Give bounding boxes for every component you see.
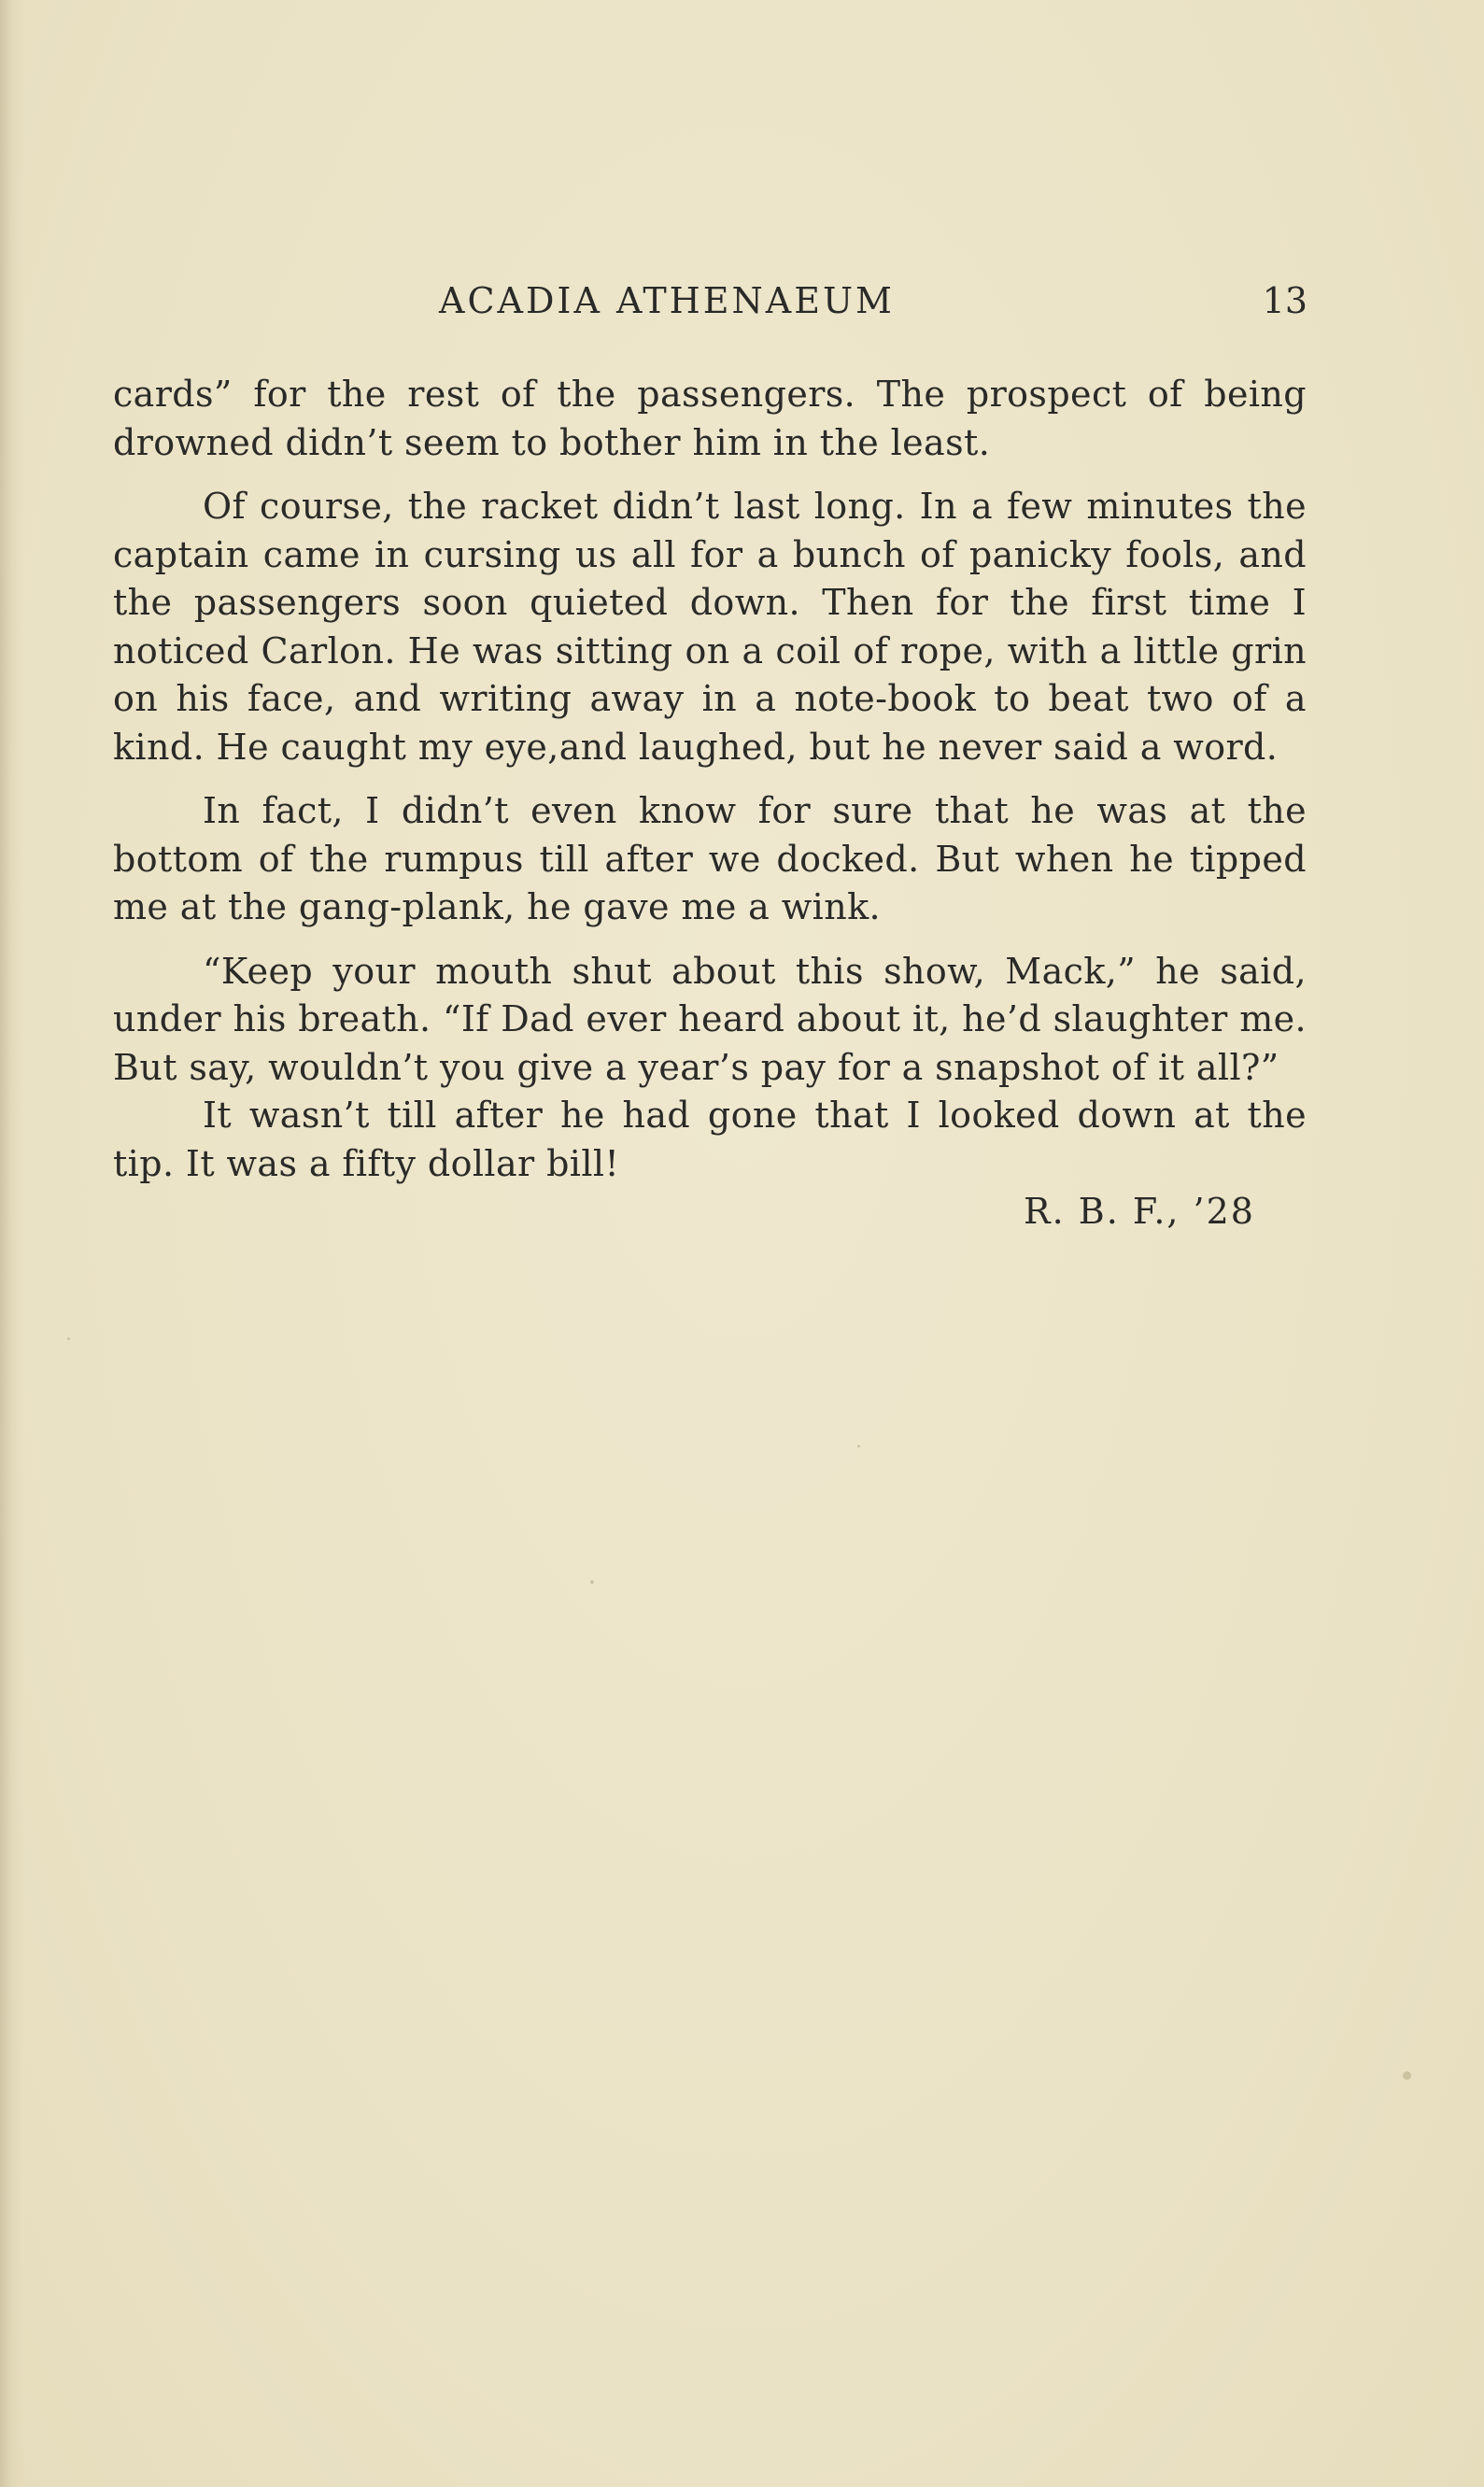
paper-speck xyxy=(1403,2071,1411,2080)
paragraph-5: It wasn’t till after he had gone that I looked down at the tip. It was a fifty dollar bill! xyxy=(113,1095,1307,1184)
running-title: ACADIA ATHENAEUM xyxy=(439,280,895,321)
paragraph-3: In fact, I didn’t even know for sure that he was at the bottom of the rumpus till after we docked. But when he tipped me at the gang-plank, he gave me a wink. xyxy=(113,790,1307,927)
page-spine-shadow xyxy=(0,0,24,2487)
article-body xyxy=(113,371,1307,1236)
author-signature: R. B. F., ’28 xyxy=(1024,1191,1255,1232)
paragraph-4: “Keep your mouth shut about this show, Mack,” he said, under his breath. “If Dad ever heard about it, he’d slaughter me. But say, wouldn’t you give a year’s pay for a snapshot of it all?” xyxy=(113,950,1307,1088)
paragraph-2: Of course, the racket didn’t last long. In a few minutes the captain came in cursing us all for a bunch of panicky fools, and the passengers soon quieted down. Then for the first time I noticed Carlon. He was sitting on a coil of rope, with a little grin on his face, and writing away in a note-book to beat two of a kind. He caught my eye,and laughed, but he never said a word. xyxy=(113,486,1307,768)
page-number: 13 xyxy=(1262,280,1307,321)
paragraph-1: cards” for the rest of the passengers. The prospect of being drowned didn’t seem to bother him in the least. xyxy=(113,374,1307,463)
paper-speck xyxy=(67,1337,70,1340)
running-header xyxy=(112,273,1307,329)
paper-speck xyxy=(590,1580,594,1584)
paper-speck xyxy=(857,1445,860,1448)
